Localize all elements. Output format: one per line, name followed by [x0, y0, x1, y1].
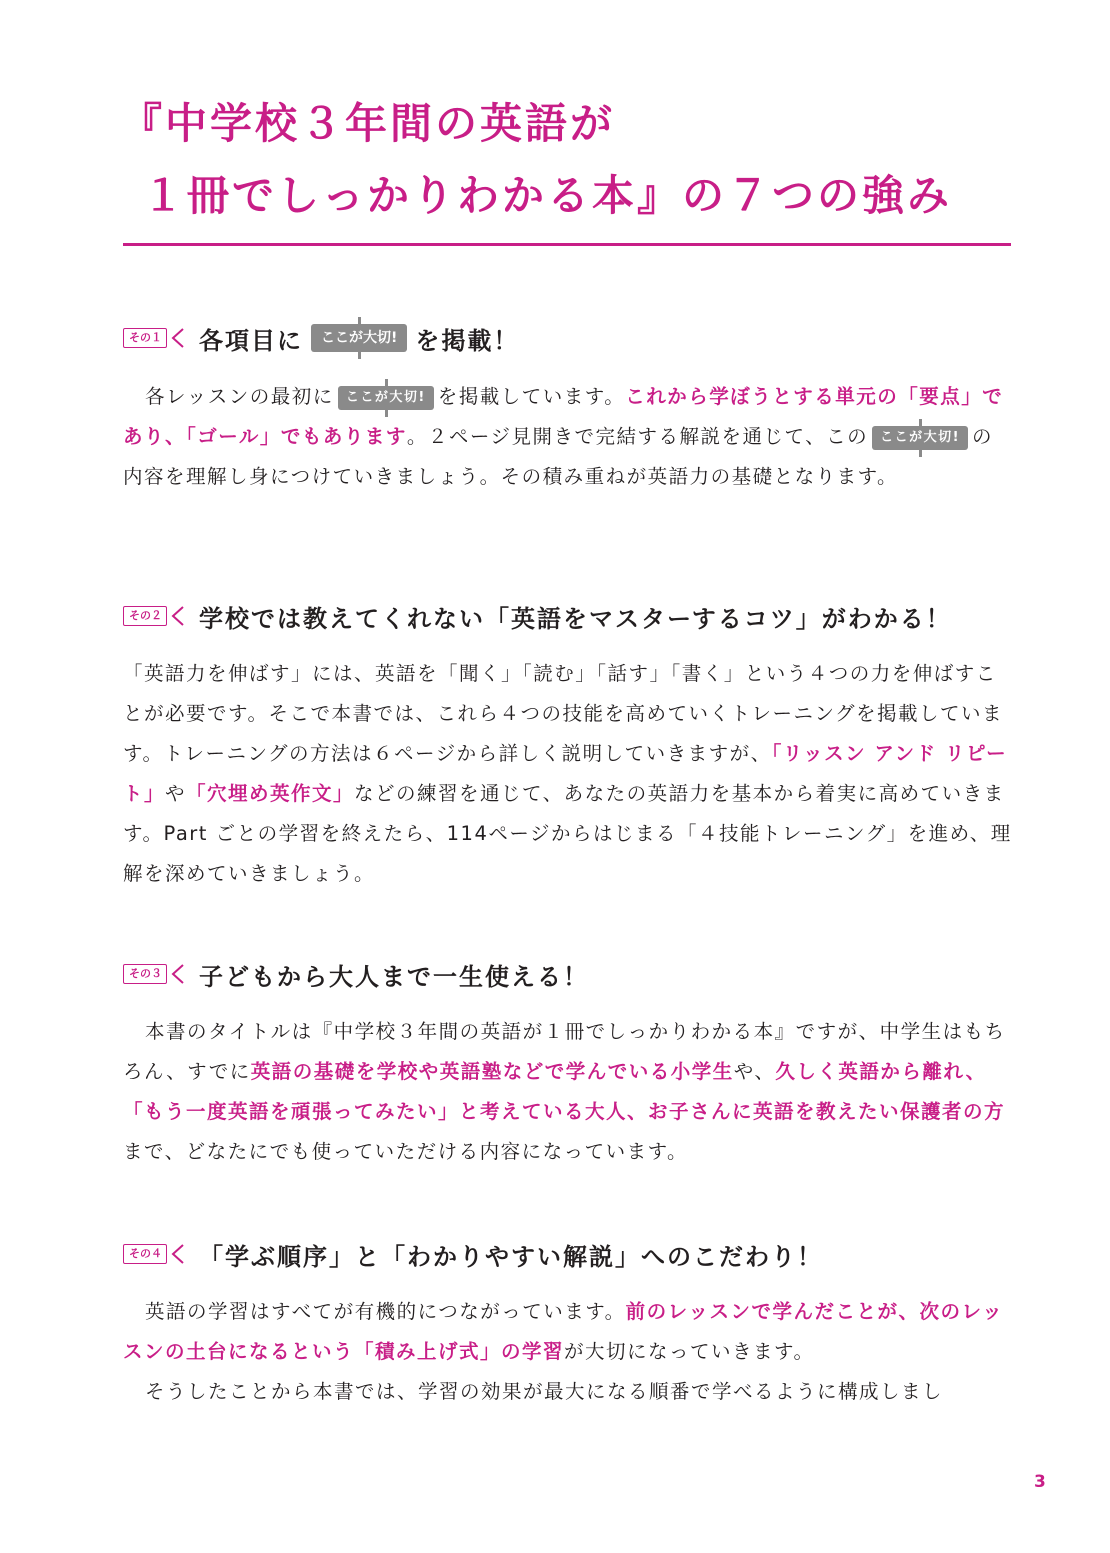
para-2-highlight-1: 「リッスン アンド リピート」 [123, 742, 1008, 805]
section-paragraph-4 [123, 1292, 1013, 1412]
tag-pin-bottom [919, 447, 922, 457]
section-heading-text-4: 「学ぶ順序」と「わかりやすい解説」へのこだわり！ [199, 1242, 823, 1271]
tag-pin-bottom [358, 349, 361, 359]
para-2-highlight-2: 「穴埋め英作文」 [186, 782, 355, 805]
section-heading-4 [123, 1236, 823, 1272]
key-point-tag-inline [338, 386, 434, 410]
key-point-tag-inline [872, 426, 968, 450]
tag-pin-top [919, 419, 922, 429]
section-badge-2: その２ [123, 606, 167, 626]
para-4-highlight-1: 前のレッスンで学んだことが、次のレッスンの土台になるという「積み上げ式」の学習 [123, 1300, 1004, 1363]
chevron-icon [167, 326, 189, 350]
para-4-text-3: そうしたことから本書では、学習の効果が最大になる順番で学べるように構成しまし [145, 1380, 944, 1403]
section-heading-text-1b: を掲載！ [415, 326, 520, 355]
key-point-tag-label: ここが大切! [880, 429, 961, 445]
para-1-text-3: 。２ページ見開きで完結する解説を通じて、この [406, 425, 869, 448]
para-3-highlight-1: 英語の基礎を学校や英語塾などで学んでいる小学生 [250, 1060, 734, 1083]
para-3-text-3: まで、どなたにでも使っていただける内容になっています。 [123, 1140, 689, 1163]
title-divider [123, 243, 1011, 246]
section-heading-1 [123, 320, 519, 356]
para-3-text-1: 本書のタイトルは『中学校３年間の英語が１冊でしっかりわかる本』ですが、中学生はもちろん、すでに [123, 1020, 1006, 1083]
section-heading-2 [123, 598, 952, 634]
chevron-icon [167, 1242, 189, 1266]
tag-pin-top [358, 317, 361, 327]
section-paragraph-2 [123, 654, 1013, 894]
chevron-icon [167, 604, 189, 628]
para-2-text-2: や [165, 782, 187, 805]
para-2-text-1: 「英語力を伸ばす」には、英語を「聞く」「読む」「話す」「書く」という４つの力を伸ばすことが必要です。そこで本書では、これら４つの技能を高めていくトレーニングを掲載しています。トレーニングの方法は６ページから詳しく説明していきますが、 [123, 662, 1004, 765]
page-number: 3 [1034, 1472, 1046, 1492]
section-heading-text-3: 子どもから大人まで一生使える！ [199, 962, 589, 991]
para-1-text-2: を掲載しています。 [437, 385, 626, 408]
page-title-line-2: １冊でしっかりわかる本』の７つの強み [142, 171, 953, 220]
page-title-line-1: 『中学校３年間の英語が [120, 99, 616, 148]
section-heading-text-2: 学校では教えてくれない「英語をマスターするコツ」がわかる！ [199, 604, 952, 633]
tag-pin-bottom [385, 407, 388, 417]
para-3-highlight-2: 久しく英語から離れ、「もう一度英語を頑張ってみたい」と考えている大人、お子さんに英語を教えたい保護者の方 [123, 1060, 1006, 1123]
para-4-text-2: が大切になっていきます。 [564, 1340, 815, 1363]
section-heading-3 [123, 956, 589, 992]
section-heading-text-1a: 各項目に [199, 326, 303, 355]
para-1-highlight-1: これから学ぼうとする単元の「要点」であり、「ゴール」でもあります [123, 385, 1004, 448]
key-point-tag-label: ここが大切! [345, 389, 426, 405]
key-point-tag-label: ここが大切! [321, 330, 398, 346]
section-badge-3: その３ [123, 964, 167, 984]
para-3-text-2: や、 [733, 1060, 776, 1083]
para-4-text-1: 英語の学習はすべてが有機的につながっています。 [145, 1300, 626, 1323]
page-title [120, 88, 1020, 232]
chevron-icon [167, 962, 189, 986]
section-badge-1: その１ [123, 328, 167, 348]
para-2-text-3: などの練習を通じて、あなたの英語力を基本から着実に高めていきます。Part ごとの学習を終えたら、114ページからはじまる「４技能トレーニング」を進め、理解を深めていきましょう。 [123, 782, 1012, 885]
key-point-tag [311, 324, 407, 352]
section-badge-4: その４ [123, 1244, 167, 1264]
para-1-text-1: 各レッスンの最初に [145, 385, 334, 408]
section-paragraph-3 [123, 1012, 1013, 1172]
para-1-text-4: の内容を理解し身につけていきましょう。その積み重ねが英語力の基礎となります。 [123, 425, 994, 488]
section-paragraph-1 [123, 377, 1013, 497]
tag-pin-top [385, 379, 388, 389]
